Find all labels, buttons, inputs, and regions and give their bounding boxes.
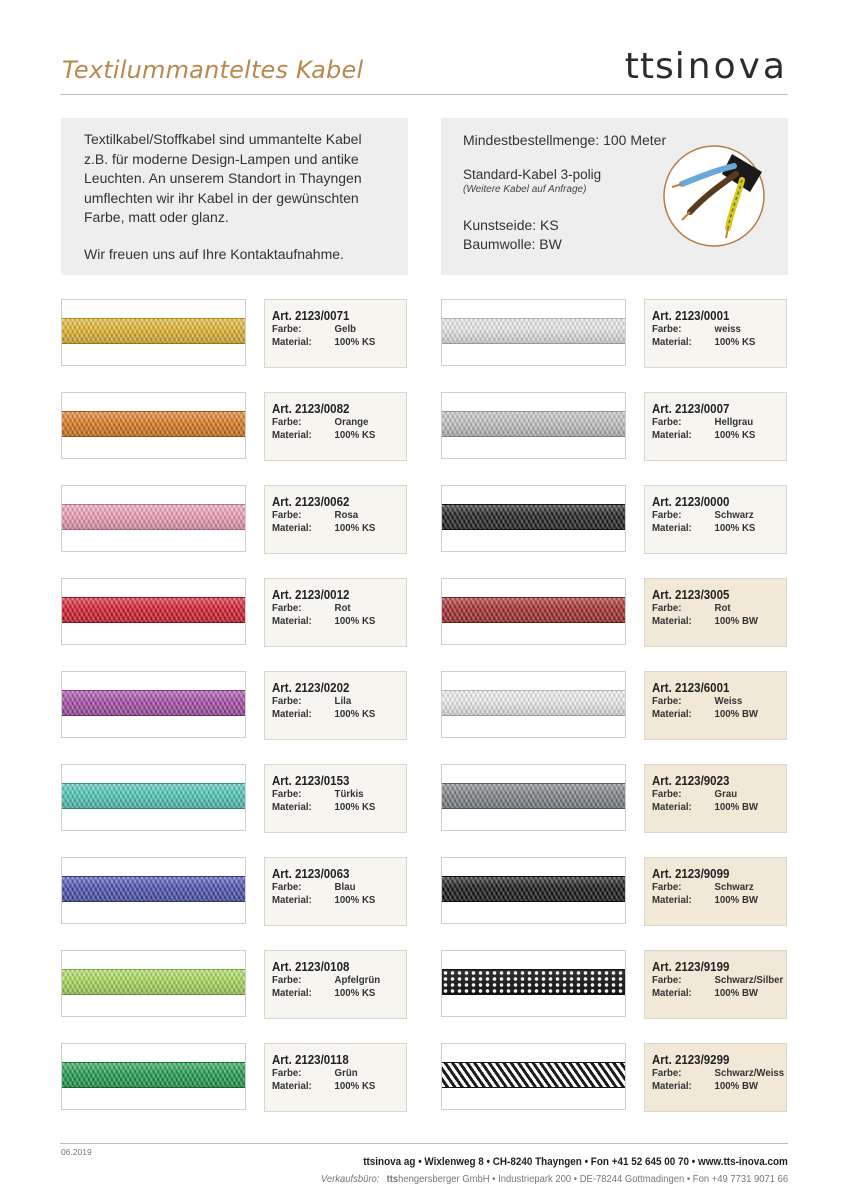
sales-office-brand: tts (386, 1173, 398, 1185)
cable-swatch (441, 1043, 626, 1110)
article-number: Art. 2123/0012 (272, 588, 350, 602)
material-value: 100% KS (334, 615, 376, 627)
material-value: 100% KS (334, 801, 376, 813)
footer-sales-office-line (321, 1173, 788, 1185)
header-divider (60, 94, 788, 95)
cable-swatch (61, 485, 246, 552)
material-value: 100% KS (334, 429, 376, 441)
color-label: Farbe: (272, 695, 302, 707)
color-value: Grau (714, 788, 738, 800)
material-value: 100% KS (334, 894, 376, 906)
color-label: Farbe: (652, 323, 682, 335)
cable-sample (62, 876, 245, 902)
article-number: Art. 2123/3005 (652, 588, 730, 602)
color-value: Rosa (334, 509, 359, 521)
cable-swatch (61, 299, 246, 366)
article-number: Art. 2123/0202 (272, 681, 350, 695)
material-label: Material: (652, 522, 692, 534)
material-value: 100% KS (714, 429, 756, 441)
color-label: Farbe: (652, 695, 682, 707)
color-value: Lila (334, 695, 352, 707)
article-number: Art. 2123/9023 (652, 774, 730, 788)
product-card (264, 764, 407, 833)
material-label: Material: (652, 429, 692, 441)
cable-swatch (61, 857, 246, 924)
material-label: Material: (272, 615, 312, 627)
color-value: Orange (334, 416, 369, 428)
color-value: Blau (334, 881, 356, 893)
cable-swatch (61, 950, 246, 1017)
material-value: 100% KS (334, 336, 376, 348)
product-card (644, 1043, 787, 1112)
cable-sample (62, 1062, 245, 1088)
material-value: 100% KS (334, 987, 376, 999)
cable-sample (442, 411, 625, 437)
cable-swatch (61, 578, 246, 645)
material-label: Material: (652, 708, 692, 720)
article-number: Art. 2123/6001 (652, 681, 730, 695)
sales-office-address: hengersberger GmbH • Industriepark 200 • DE-78244 Gottmadingen • Fon +49 7731 9071 66 (397, 1173, 788, 1185)
material-label: Material: (652, 894, 692, 906)
cable-swatch (61, 392, 246, 459)
article-number: Art. 2123/9099 (652, 867, 730, 881)
color-label: Farbe: (652, 974, 682, 986)
color-value: Schwarz (714, 509, 754, 521)
cable-wires-illustration (662, 144, 766, 248)
color-value: Schwarz/Silber (714, 974, 784, 986)
cable-sample (62, 318, 245, 344)
material-value: 100% KS (714, 336, 756, 348)
cable-sample (442, 504, 625, 530)
color-value: Weiss (714, 695, 743, 707)
color-value: Grün (334, 1067, 358, 1079)
cable-swatch (441, 764, 626, 831)
product-card (264, 578, 407, 647)
material-label: Material: (652, 987, 692, 999)
product-card (264, 1043, 407, 1112)
color-value: Gelb (334, 323, 357, 335)
product-card (264, 485, 407, 554)
color-value: weiss (714, 323, 741, 335)
article-number: Art. 2123/0108 (272, 960, 350, 974)
material-bw-legend: Baumwolle: BW (463, 236, 562, 252)
color-value: Hellgrau (714, 416, 754, 428)
color-value: Apfelgrün (334, 974, 381, 986)
article-number: Art. 2123/0007 (652, 402, 730, 416)
cable-swatch (61, 671, 246, 738)
product-card (264, 671, 407, 740)
intro-description-box (61, 118, 408, 275)
cable-swatch (441, 950, 626, 1017)
color-value: Rot (334, 602, 351, 614)
product-card (644, 857, 787, 926)
material-label: Material: (272, 429, 312, 441)
cable-sample (442, 1062, 625, 1088)
color-label: Farbe: (272, 881, 302, 893)
intro-paragraph-1: Textilkabel/Stoffkabel sind ummantelte Kabel z.B. für moderne Design-Lampen und antike Leuchten. An unserem Standort in Thayngen umflechten wir ihr Kabel in der gewünschten Farbe, matt oder glanz. (84, 131, 362, 225)
product-card (644, 485, 787, 554)
article-number: Art. 2123/9299 (652, 1053, 730, 1067)
article-number: Art. 2123/0063 (272, 867, 350, 881)
product-card (264, 857, 407, 926)
logo-light: inova (674, 46, 788, 87)
color-value: Schwarz (714, 881, 754, 893)
product-card (264, 299, 407, 368)
article-number: Art. 2123/0118 (272, 1053, 349, 1067)
color-label: Farbe: (652, 602, 682, 614)
material-label: Material: (272, 708, 312, 720)
product-card (644, 392, 787, 461)
product-card (644, 671, 787, 740)
footer-company-line (363, 1156, 788, 1168)
cable-sample (442, 876, 625, 902)
product-card (264, 950, 407, 1019)
cable-swatch (441, 299, 626, 366)
cable-swatch (441, 671, 626, 738)
color-label: Farbe: (272, 788, 302, 800)
material-label: Material: (652, 336, 692, 348)
color-label: Farbe: (652, 1067, 682, 1079)
material-label: Material: (272, 801, 312, 813)
standard-cable-text: Standard-Kabel 3-polig (463, 167, 602, 182)
cable-sample (62, 597, 245, 623)
page-title: Textilummanteltes Kabel (62, 56, 364, 84)
color-label: Farbe: (272, 974, 302, 986)
cable-sample (62, 969, 245, 995)
color-value: Schwarz/Weiss (714, 1067, 785, 1079)
cable-swatch (441, 485, 626, 552)
material-value: 100% BW (714, 1080, 759, 1092)
material-value: 100% BW (714, 708, 759, 720)
material-value: 100% KS (334, 522, 376, 534)
material-value: 100% KS (334, 1080, 376, 1092)
article-number: Art. 2123/0001 (652, 309, 730, 323)
cable-swatch (441, 857, 626, 924)
material-value: 100% BW (714, 894, 759, 906)
material-value: 100% BW (714, 615, 759, 627)
article-number: Art. 2123/9199 (652, 960, 730, 974)
cable-sample (442, 969, 625, 995)
material-value: 100% KS (714, 522, 756, 534)
product-card (644, 950, 787, 1019)
product-card (644, 299, 787, 368)
color-label: Farbe: (652, 416, 682, 428)
product-card (644, 764, 787, 833)
product-card (264, 392, 407, 461)
footer-brand: tts (363, 1156, 376, 1168)
article-number: Art. 2123/0071 (272, 309, 350, 323)
color-label: Farbe: (272, 602, 302, 614)
color-label: Farbe: (652, 881, 682, 893)
article-number: Art. 2123/0082 (272, 402, 350, 416)
material-label: Material: (652, 801, 692, 813)
article-number: Art. 2123/0153 (272, 774, 350, 788)
footer-address: inova ag • Wixlenweg 8 • CH-8240 Thayngen • Fon +41 52 645 00 70 • www.tts-inova.com (375, 1156, 788, 1168)
product-card (644, 578, 787, 647)
material-value: 100% BW (714, 801, 759, 813)
material-label: Material: (272, 894, 312, 906)
cable-sample (62, 504, 245, 530)
cable-sample (62, 690, 245, 716)
document-date: 06.2019 (61, 1147, 92, 1157)
cable-sample (62, 783, 245, 809)
color-label: Farbe: (272, 323, 302, 335)
cable-sample (442, 597, 625, 623)
material-label: Material: (272, 522, 312, 534)
article-number: Art. 2123/0000 (652, 495, 730, 509)
cable-swatch (441, 578, 626, 645)
article-number: Art. 2123/0062 (272, 495, 350, 509)
cable-sample (442, 318, 625, 344)
material-label: Material: (652, 615, 692, 627)
company-logo (625, 46, 788, 87)
material-ks-legend: Kunstseide: KS (463, 217, 559, 233)
cable-swatch (61, 764, 246, 831)
color-value: Rot (714, 602, 731, 614)
cable-sample (442, 690, 625, 716)
intro-paragraph-2: Wir freuen uns auf Ihre Kontaktaufnahme. (84, 245, 344, 262)
material-value: 100% BW (714, 987, 759, 999)
cable-swatch (61, 1043, 246, 1110)
material-label: Material: (272, 336, 312, 348)
cable-sample (62, 411, 245, 437)
sales-office-label: Verkaufsbüro: (320, 1173, 380, 1185)
cable-swatch (441, 392, 626, 459)
footer-divider (60, 1143, 788, 1144)
intro-specs-box (441, 118, 788, 275)
more-cables-note: (Weitere Kabel auf Anfrage) (463, 184, 587, 195)
material-label: Material: (652, 1080, 692, 1092)
color-label: Farbe: (272, 1067, 302, 1079)
color-label: Farbe: (272, 509, 302, 521)
color-label: Farbe: (652, 509, 682, 521)
color-label: Farbe: (652, 788, 682, 800)
material-value: 100% KS (334, 708, 376, 720)
logo-bold: tts (624, 46, 675, 87)
material-label: Material: (272, 987, 312, 999)
color-value: Türkis (334, 788, 364, 800)
cable-sample (442, 783, 625, 809)
color-label: Farbe: (272, 416, 302, 428)
material-label: Material: (272, 1080, 312, 1092)
min-order-text: Mindestbestellmenge: 100 Meter (463, 132, 667, 148)
